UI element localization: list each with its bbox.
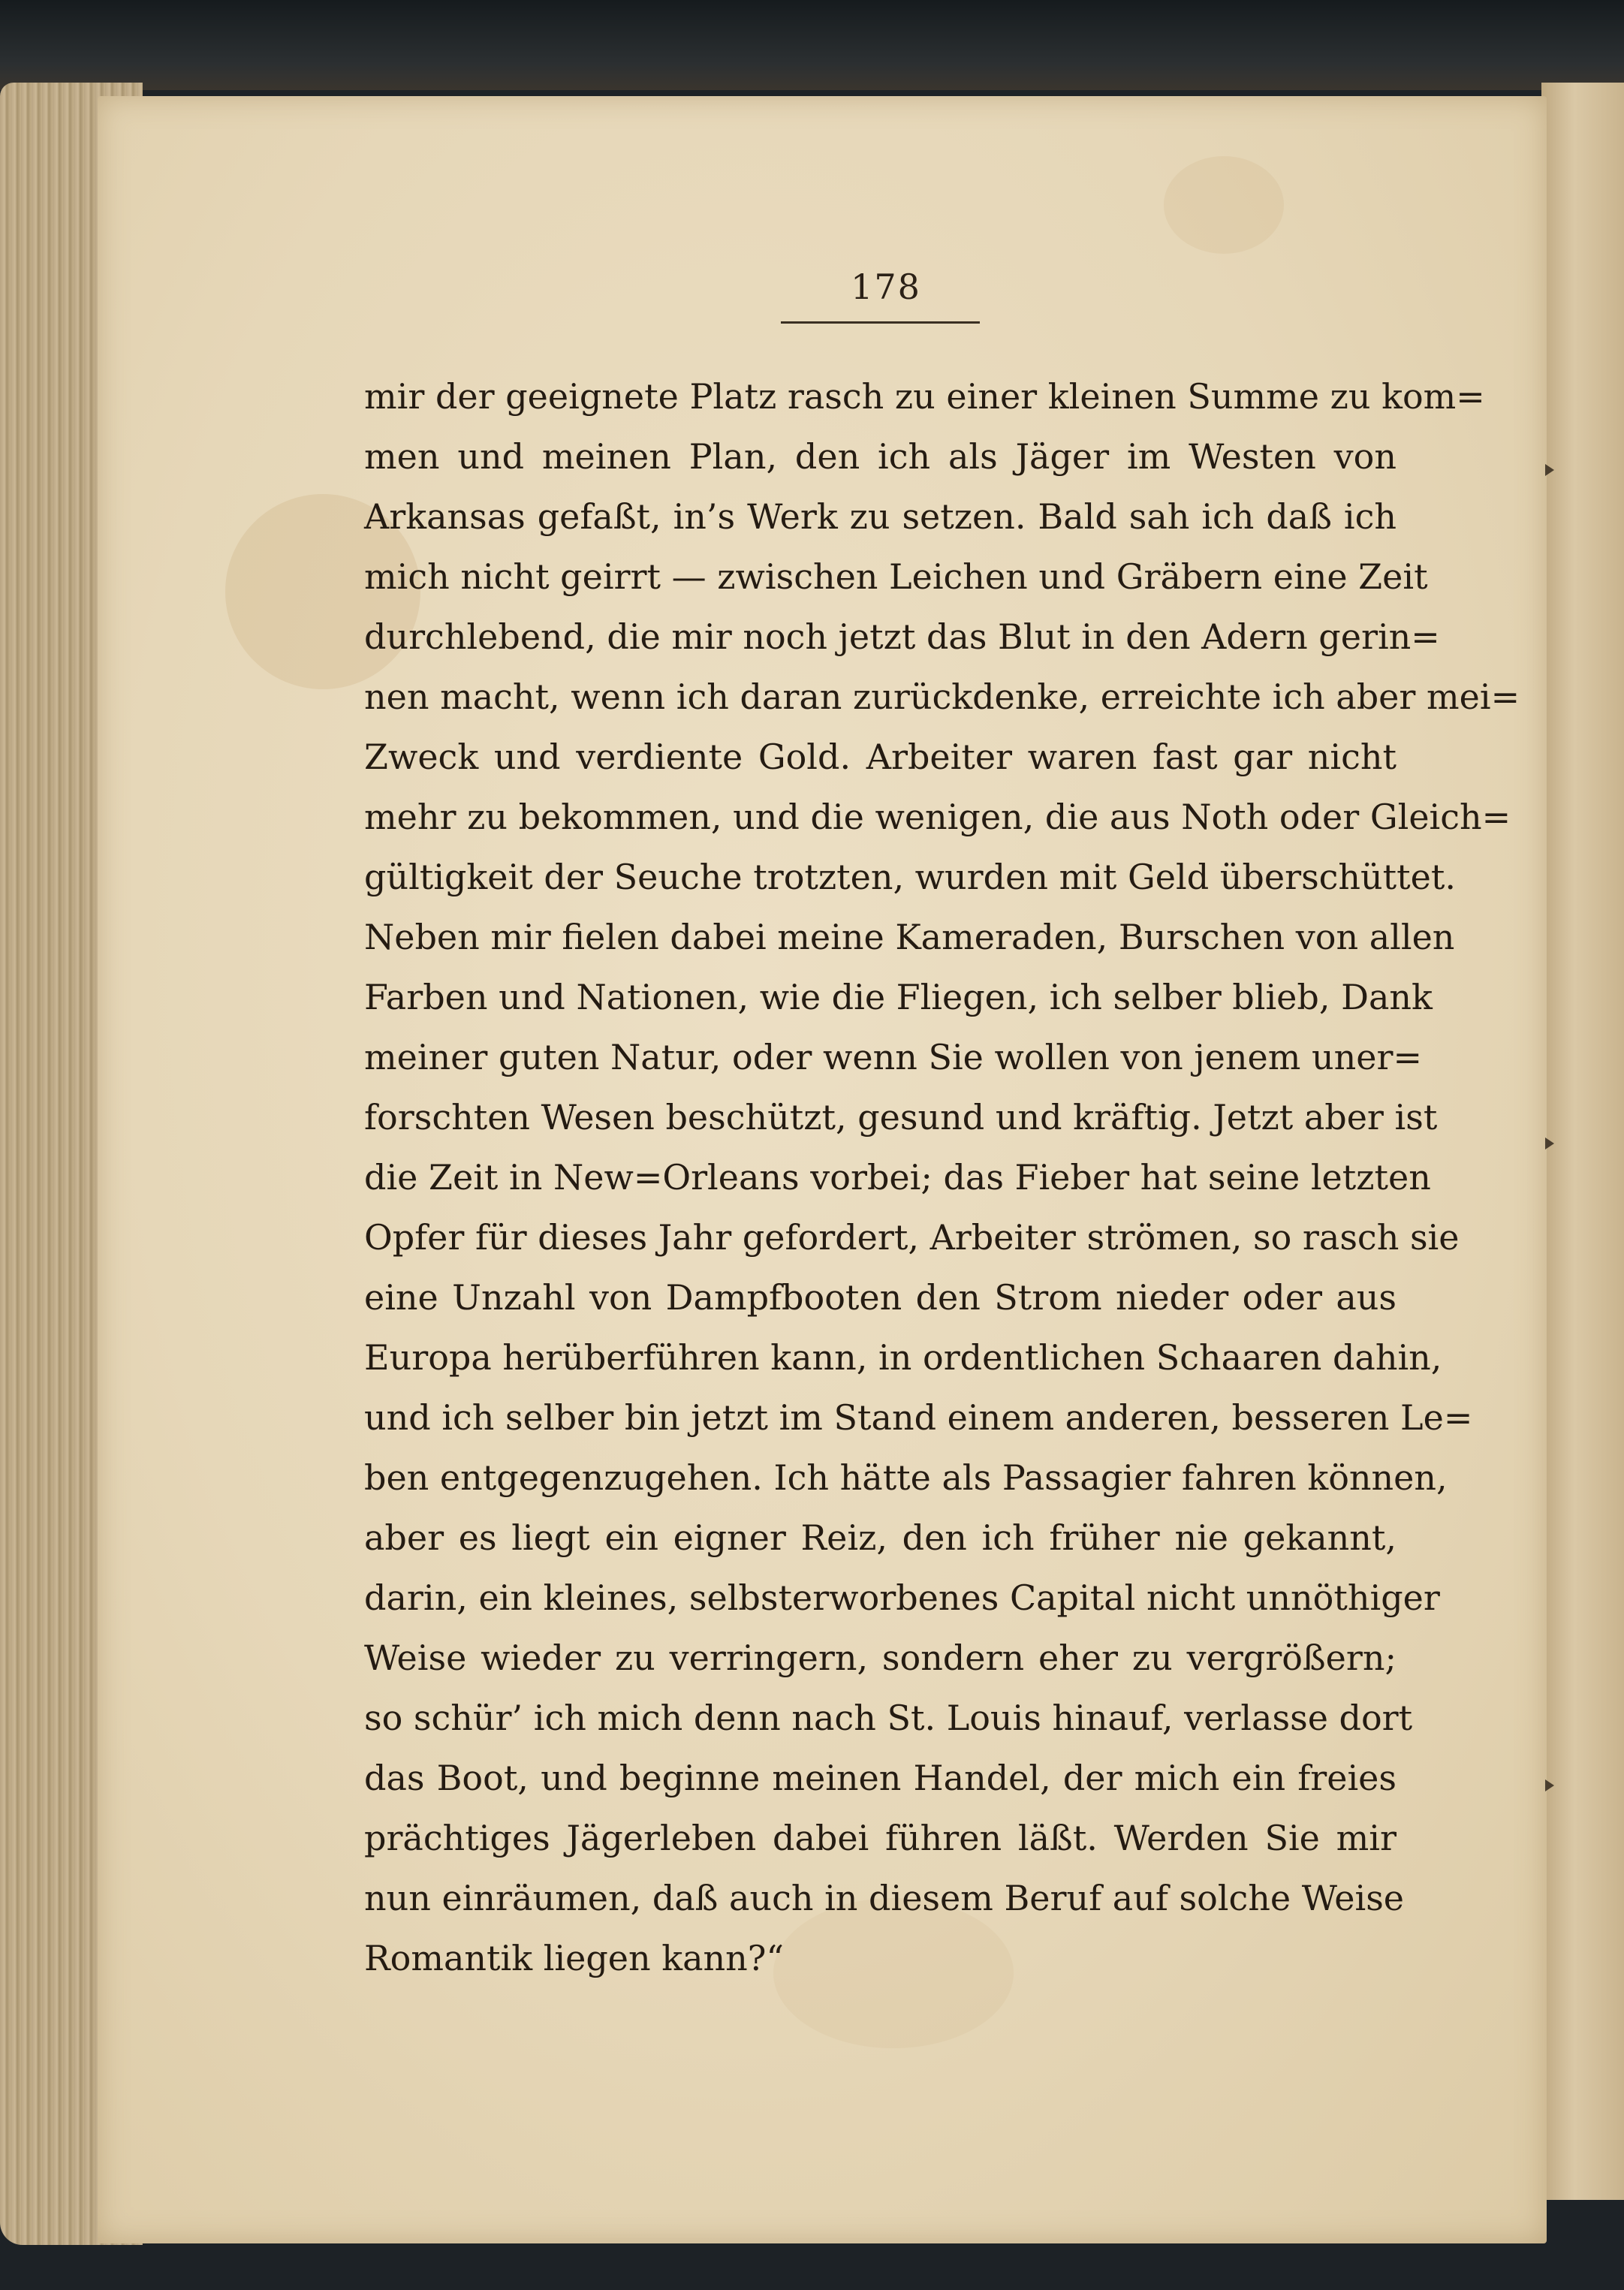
margin-arrow-icon (1545, 1137, 1554, 1150)
text-line: prächtiges Jägerleben dabei führen läßt. Werden Sie mir (364, 1818, 1397, 1858)
text-line: die Zeit in New=Orleans vorbei; das Fieber hat seine letzten (364, 1157, 1431, 1198)
text-line: Opfer für dieses Jahr gefordert, Arbeiter strömen, so rasch sie (364, 1217, 1460, 1258)
book-cover-top (0, 0, 1624, 90)
text-line: so schür’ ich mich denn nach St. Louis hinauf, verlasse dort (364, 1698, 1413, 1738)
margin-arrow-icon (1545, 464, 1554, 476)
page-number: 178 (851, 267, 921, 307)
paper-stain (1164, 156, 1284, 254)
text-line: Weise wieder zu verringern, sondern eher zu vergrößern; (364, 1638, 1397, 1678)
text-line: eine Unzahl von Dampfbooten den Strom nieder oder aus (364, 1277, 1397, 1318)
text-line: nen macht, wenn ich daran zurückdenke, erreichte ich aber mei= (364, 676, 1520, 717)
body-text (364, 366, 1520, 1988)
text-line: Farben und Nationen, wie die Fliegen, ich selber blieb, Dank (364, 977, 1433, 1017)
text-line: nun einräumen, daß auch in diesem Beruf auf solche Weise (364, 1878, 1405, 1918)
text-line: meiner guten Natur, oder wenn Sie wollen von jenem uner= (364, 1037, 1422, 1077)
text-line: mehr zu bekommen, und die wenigen, die aus Noth oder Gleich= (364, 797, 1511, 837)
text-line: Europa herüberführen kann, in ordentlichen Schaaren dahin, (364, 1337, 1442, 1378)
text-line: forschten Wesen beschützt, gesund und kräftig. Jetzt aber ist (364, 1097, 1438, 1137)
text-line: Zweck und verdiente Gold. Arbeiter waren fast gar nicht (364, 737, 1397, 777)
text-line: mir der geeignete Platz rasch zu einer kleinen Summe zu kom= (364, 376, 1485, 417)
text-line: mich nicht geirrt — zwischen Leichen und Gräbern eine Zeit (364, 556, 1428, 597)
text-line: durchlebend, die mir noch jetzt das Blut in den Adern gerin= (364, 616, 1440, 657)
text-line: Romantik liegen kann?“ (364, 1938, 784, 1978)
text-line: und ich selber bin jetzt im Stand einem anderen, besseren Le= (364, 1397, 1473, 1438)
text-line: Neben mir fielen dabei meine Kameraden, Burschen von allen (364, 917, 1455, 957)
text-line: darin, ein kleines, selbsterworbenes Capital nicht unnöthiger (364, 1577, 1440, 1618)
text-line: men und meinen Plan, den ich als Jäger im Westen von (364, 436, 1397, 477)
text-line: ben entgegenzugehen. Ich hätte als Passagier fahren können, (364, 1457, 1448, 1498)
margin-arrow-icon (1545, 1779, 1554, 1791)
text-line: gültigkeit der Seuche trotzten, wurden mit Geld überschüttet. (364, 857, 1456, 897)
text-line: aber es liegt ein eigner Reiz, den ich früher nie gekannt, (364, 1517, 1397, 1558)
text-line: das Boot, und beginne meinen Handel, der mich ein freies (364, 1758, 1397, 1798)
page-number-rule (781, 321, 980, 324)
text-line: Arkansas gefaßt, in’s Werk zu setzen. Bald sah ich daß ich (364, 496, 1397, 537)
